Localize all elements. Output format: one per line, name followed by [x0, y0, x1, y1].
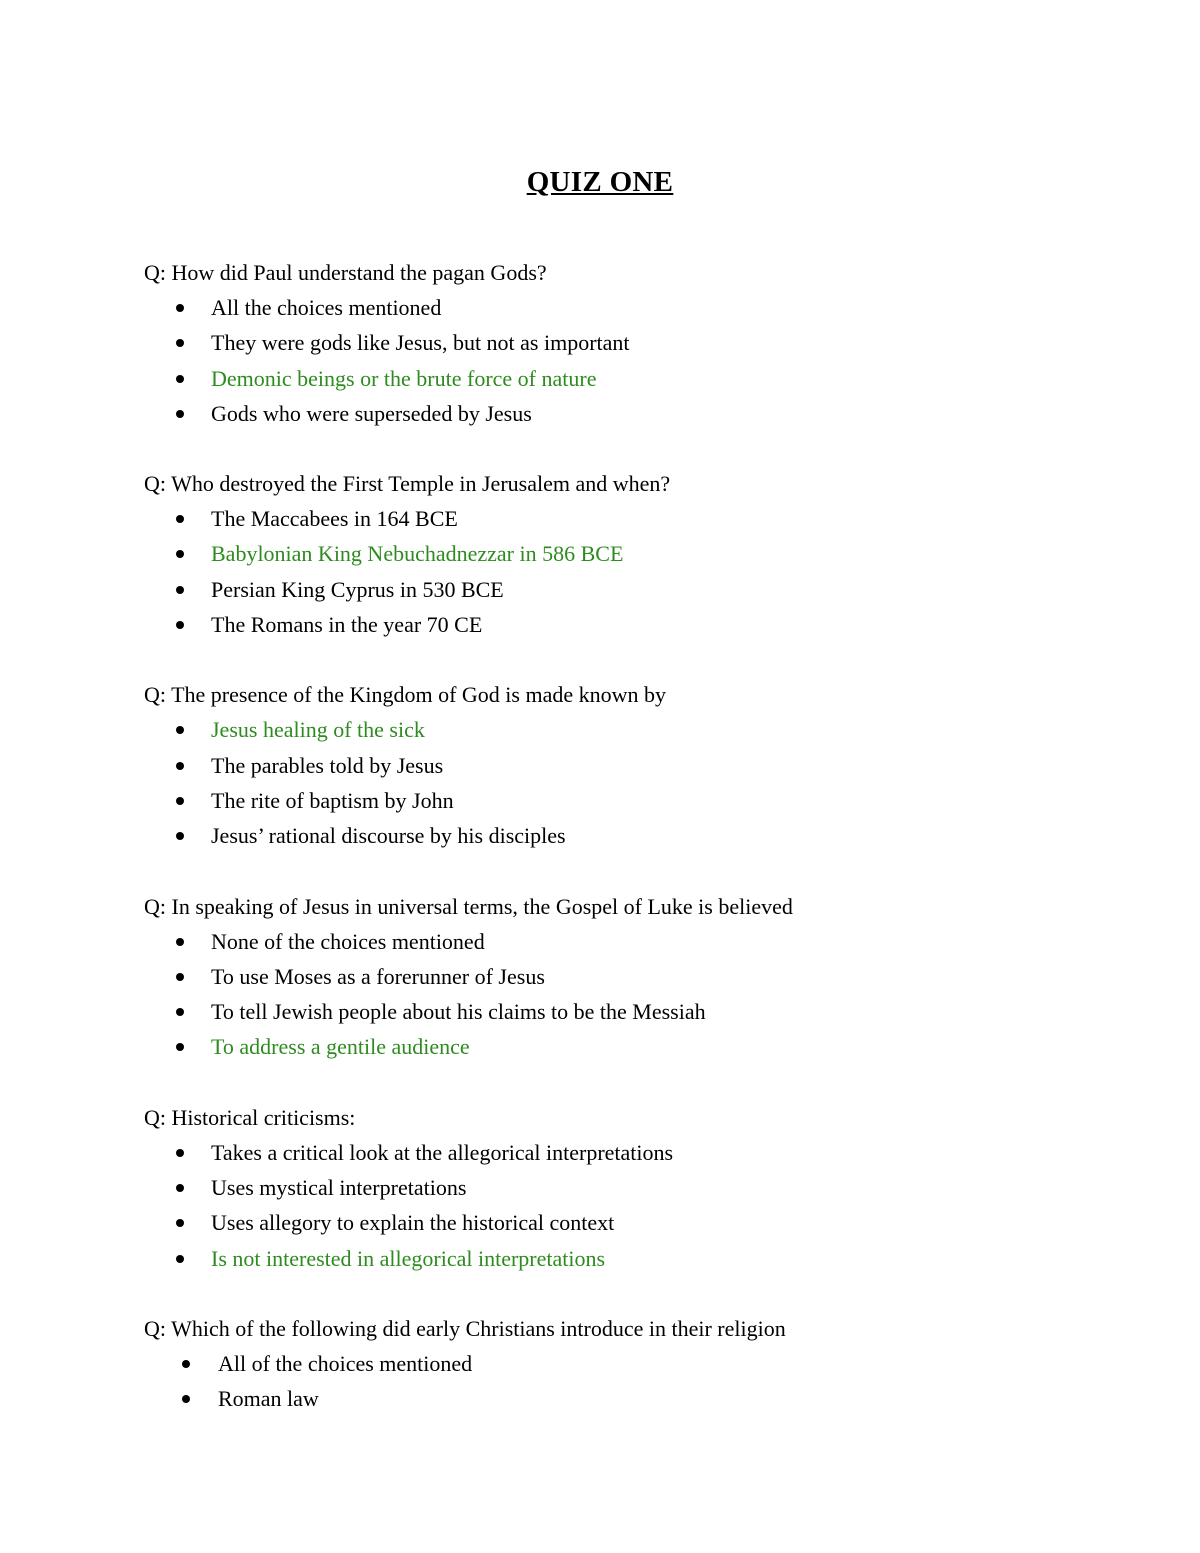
answer-label: Uses mystical interpretations: [211, 1175, 467, 1201]
answer-label: Demonic beings or the brute force of nature: [211, 365, 597, 391]
answer-label: Uses allegory to explain the historical context: [211, 1210, 615, 1236]
answer-label: The parables told by Jesus: [211, 752, 444, 778]
answer-option: [144, 396, 1144, 431]
answer-option: [144, 1205, 1144, 1240]
answer-label: The Romans in the year 70 CE: [211, 612, 483, 638]
bullet-icon: [176, 1219, 184, 1227]
bullet-icon: [182, 1395, 190, 1403]
bullet-icon: [176, 550, 184, 558]
answer-label: Jesus healing of the sick: [211, 717, 425, 743]
bullet-icon: [176, 973, 184, 981]
answer-option: [144, 748, 1144, 783]
bullet-icon: [176, 1255, 184, 1263]
answer-label: They were gods like Jesus, but not as important: [211, 330, 630, 356]
bullet-icon: [176, 797, 184, 805]
bullet-icon: [176, 1043, 184, 1051]
answer-option: [144, 994, 1144, 1029]
answer-label: To tell Jewish people about his claims to be the Messiah: [211, 999, 706, 1025]
answer-label: Is not interested in allegorical interpretations: [211, 1245, 606, 1271]
answer-option: [144, 959, 1144, 994]
answer-label: Jesus’ rational discourse by his disciples: [211, 823, 566, 849]
answer-option: [144, 290, 1144, 325]
answer-label: Persian King Cyprus in 530 BCE: [211, 576, 504, 602]
answer-option: [144, 1381, 1144, 1416]
bullet-icon: [176, 1008, 184, 1016]
bullet-icon: [176, 1184, 184, 1192]
bullet-icon: [176, 832, 184, 840]
answer-option-correct: [144, 1029, 1144, 1064]
bullet-icon: [176, 762, 184, 770]
question-block: [144, 889, 1144, 1065]
answer-option: [144, 924, 1144, 959]
answer-label: To address a gentile audience: [211, 1034, 470, 1060]
answer-option: [144, 818, 1144, 853]
question-text: Q: Historical criticisms:: [144, 1104, 356, 1130]
answer-list: [144, 290, 1144, 431]
answer-label: All the choices mentioned: [211, 295, 442, 320]
bullet-icon: [176, 1149, 184, 1157]
bullet-icon: [176, 586, 184, 594]
answer-option: [144, 783, 1144, 818]
bullet-icon: [176, 515, 184, 523]
answer-list: [144, 924, 1144, 1065]
answer-option: [144, 1135, 1144, 1170]
question-list: [144, 255, 1144, 1452]
question-text: Q: How did Paul understand the pagan Gods?: [144, 260, 547, 285]
answer-list: [144, 712, 1144, 853]
answer-label: To use Moses as a forerunner of Jesus: [211, 963, 545, 989]
question-text: Q: Which of the following did early Christians introduce in their religion: [144, 1315, 786, 1341]
answer-label: The Maccabees in 164 BCE: [211, 506, 458, 532]
answer-label: The rite of baptism by John: [211, 787, 454, 813]
bullet-icon: [176, 726, 184, 734]
question-block: [144, 1311, 1144, 1417]
page-title: QUIZ ONE: [526, 166, 674, 198]
answer-option: [144, 607, 1144, 642]
answer-option-correct: [144, 361, 1144, 396]
answer-option: [144, 501, 1144, 536]
question-block: [144, 677, 1144, 853]
answer-label: Babylonian King Nebuchadnezzar in 586 BCE: [211, 541, 624, 567]
answer-list: [144, 1346, 1144, 1417]
question-block: [144, 255, 1144, 431]
answer-label: All of the choices mentioned: [218, 1350, 473, 1376]
answer-list: [144, 501, 1144, 642]
answer-list: [144, 1135, 1144, 1276]
bullet-icon: [176, 410, 184, 418]
answer-label: None of the choices mentioned: [211, 928, 485, 954]
answer-option: [144, 1346, 1144, 1381]
bullet-icon: [176, 375, 184, 383]
bullet-icon: [176, 339, 184, 347]
answer-option-correct: [144, 1241, 1144, 1276]
answer-label: Gods who were superseded by Jesus: [211, 400, 532, 426]
bullet-icon: [176, 938, 184, 946]
question-block: [144, 1100, 1144, 1276]
question-block: [144, 466, 1144, 642]
question-text: Q: Who destroyed the First Temple in Jerusalem and when?: [144, 471, 671, 497]
answer-label: Takes a critical look at the allegorical interpretations: [211, 1139, 674, 1165]
bullet-icon: [176, 621, 184, 629]
answer-option: [144, 1170, 1144, 1205]
answer-option: [144, 325, 1144, 360]
answer-option-correct: [144, 536, 1144, 571]
answer-option-correct: [144, 712, 1144, 747]
bullet-icon: [182, 1360, 190, 1368]
answer-option: [144, 572, 1144, 607]
bullet-icon: [176, 304, 184, 312]
answer-label: Roman law: [218, 1386, 319, 1412]
question-text: Q: The presence of the Kingdom of God is made known by: [144, 682, 666, 708]
question-text: Q: In speaking of Jesus in universal terms, the Gospel of Luke is believed: [144, 893, 793, 919]
